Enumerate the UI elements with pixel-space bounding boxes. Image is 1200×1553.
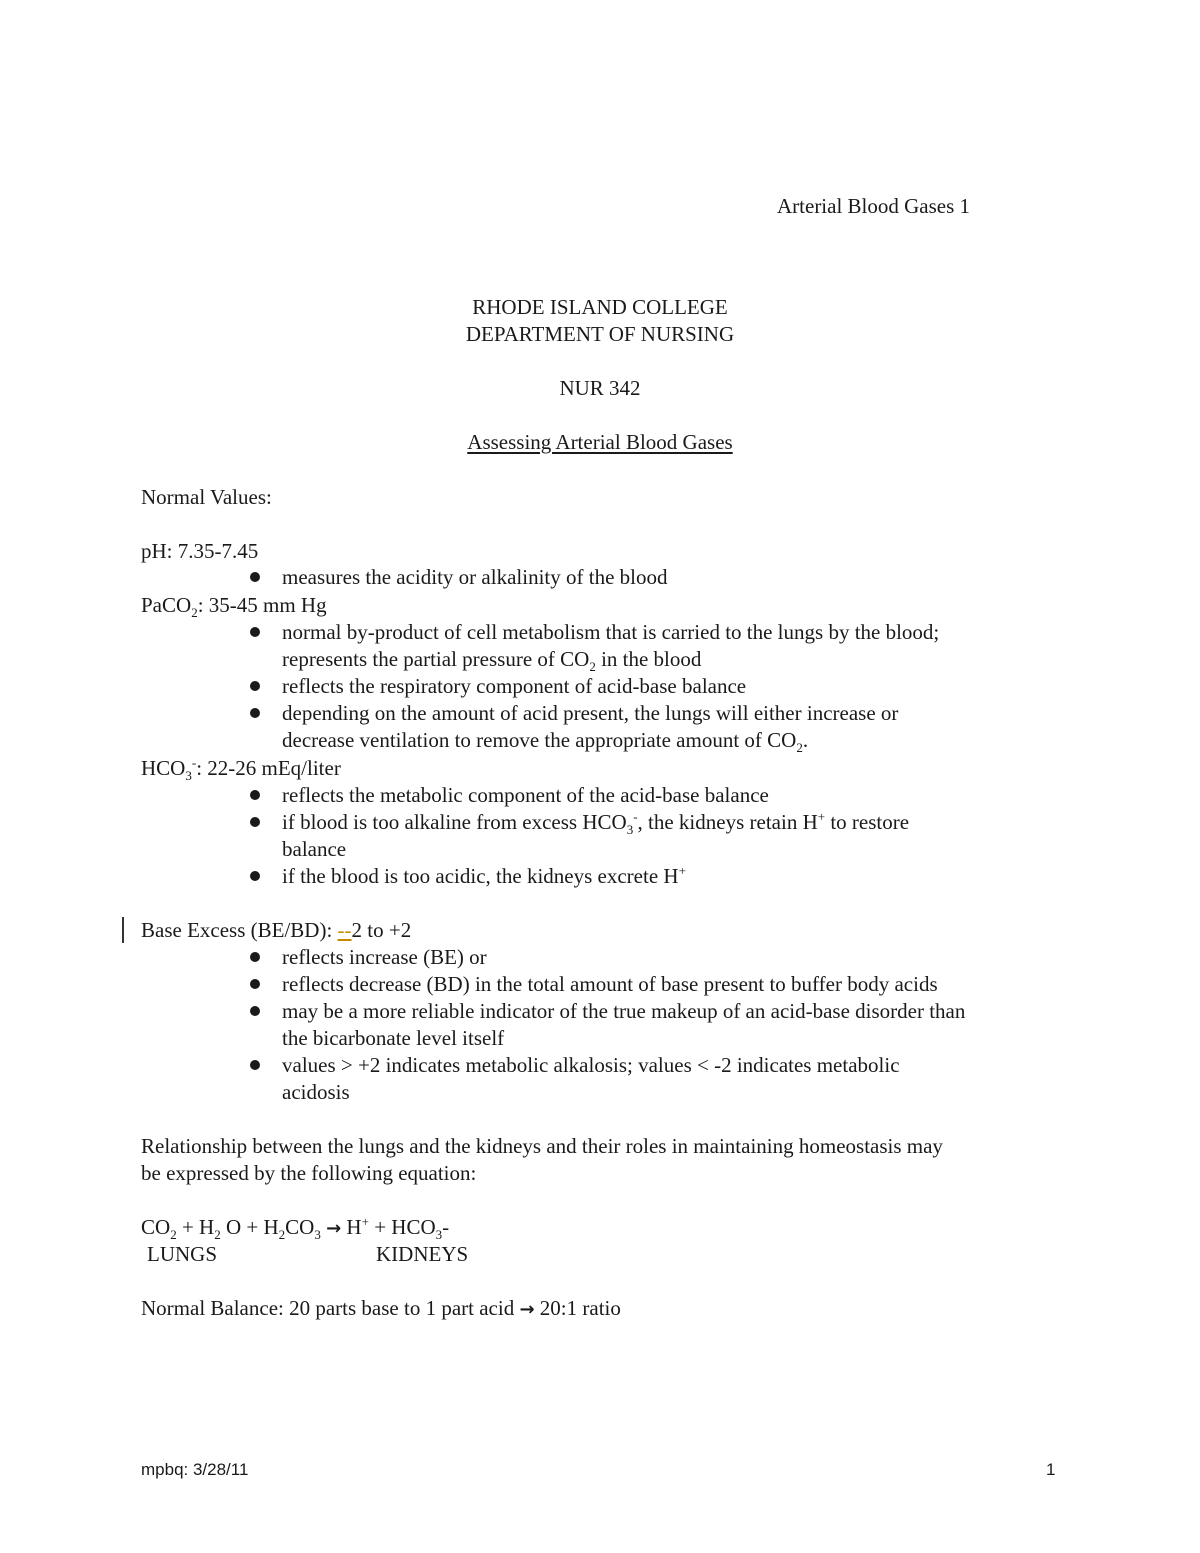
relationship-line-2: be expressed by the following equation: bbox=[141, 1161, 477, 1185]
footer-page-number: 1 bbox=[1046, 1460, 1056, 1479]
bullet-icon bbox=[250, 871, 260, 881]
college-name: RHODE ISLAND COLLEGE bbox=[472, 295, 728, 319]
bullet-icon bbox=[250, 952, 260, 962]
bullet-icon bbox=[250, 979, 260, 989]
be-bullet-4-line-1: values > +2 indicates metabolic alkalosis; values < -2 indicates metabolic bbox=[282, 1053, 900, 1077]
hco3-label: $HCO_3^-$: 22-26 mEq/liter bbox=[141, 755, 341, 784]
be-bullet-1: reflects increase (BE) or bbox=[282, 945, 487, 969]
paco2-bullet-1-line-1: normal by-product of cell metabolism that is carried to the lungs by the blood; bbox=[282, 620, 940, 644]
bullet-icon bbox=[250, 572, 260, 582]
hco3-bullet-1: reflects the metabolic component of the acid-base balance bbox=[282, 783, 769, 807]
be-bullet-3-line-1: may be a more reliable indicator of the true makeup of an acid-base disorder than bbox=[282, 999, 966, 1023]
equation: $CO_2 + H_2$ $O + H_2CO_3 \to H^+ + HCO_3-$ bbox=[141, 1214, 450, 1243]
be-bullet-4-line-2: acidosis bbox=[282, 1080, 350, 1104]
hco3-bullet-2-line-1: if blood is too alkaline from excess $HCO_3^-$, the kidneys retain H+ to restore bbox=[282, 809, 910, 838]
hco3-bullet-2-line-2: balance bbox=[282, 837, 347, 861]
ph-label: pH: 7.35-7.45 bbox=[141, 539, 259, 563]
arrow-right-icon: → bbox=[519, 1299, 535, 1320]
course-number: NUR 342 bbox=[559, 376, 641, 400]
normal-values-heading: Normal Values: bbox=[141, 485, 272, 509]
revision-bar bbox=[122, 917, 124, 943]
be-bullet-2: reflects decrease (BD) in the total amount of base present to buffer body acids bbox=[282, 972, 938, 996]
paco2-label: PaCO$_2$: 35-45 mm Hg bbox=[141, 593, 327, 621]
paco2-bullet-3-line-2: decrease ventilation to remove the appropriate amount of $CO_2$. bbox=[282, 728, 809, 756]
arrow-right-icon: → bbox=[326, 1218, 342, 1239]
paco2-bullet-1-line-2: represents the partial pressure of $CO_2$ in the blood bbox=[282, 647, 702, 675]
bullet-icon bbox=[250, 627, 260, 637]
relationship-line-1: Relationship between the lungs and the kidneys and their roles in maintaining homeostasis may bbox=[141, 1134, 943, 1158]
be-bullet-3-line-2: the bicarbonate level itself bbox=[282, 1026, 505, 1050]
document-title: Assessing Arterial Blood Gases bbox=[467, 430, 733, 454]
bullet-icon bbox=[250, 1060, 260, 1070]
hco3-bullet-3: if the blood is too acidic, the kidneys excrete H+ bbox=[282, 863, 686, 888]
paco2-bullet-3-line-1: depending on the amount of acid present, the lungs will either increase or bbox=[282, 701, 899, 725]
tracked-insertion: -- bbox=[337, 918, 352, 942]
bullet-icon bbox=[250, 708, 260, 718]
running-head: Arterial Blood Gases 1 bbox=[777, 194, 971, 218]
bullet-icon bbox=[250, 1006, 260, 1016]
department-name: DEPARTMENT OF NURSING bbox=[465, 322, 735, 346]
normal-balance: Normal Balance: 20 parts base to 1 part acid → 20:1 ratio bbox=[141, 1296, 621, 1320]
base-excess-label: Base Excess (BE/BD): --2 to +2 bbox=[141, 918, 412, 942]
bullet-icon bbox=[250, 790, 260, 800]
equation-kidneys-label: KIDNEYS bbox=[376, 1242, 469, 1266]
footer-date: mpbq: 3/28/11 bbox=[141, 1460, 249, 1479]
bullet-icon bbox=[250, 681, 260, 691]
ph-bullet-1: measures the acidity or alkalinity of the blood bbox=[282, 565, 668, 589]
equation-lungs-label: LUNGS bbox=[147, 1242, 218, 1266]
bullet-icon bbox=[250, 817, 260, 827]
paco2-bullet-2: reflects the respiratory component of acid-base balance bbox=[282, 674, 747, 698]
